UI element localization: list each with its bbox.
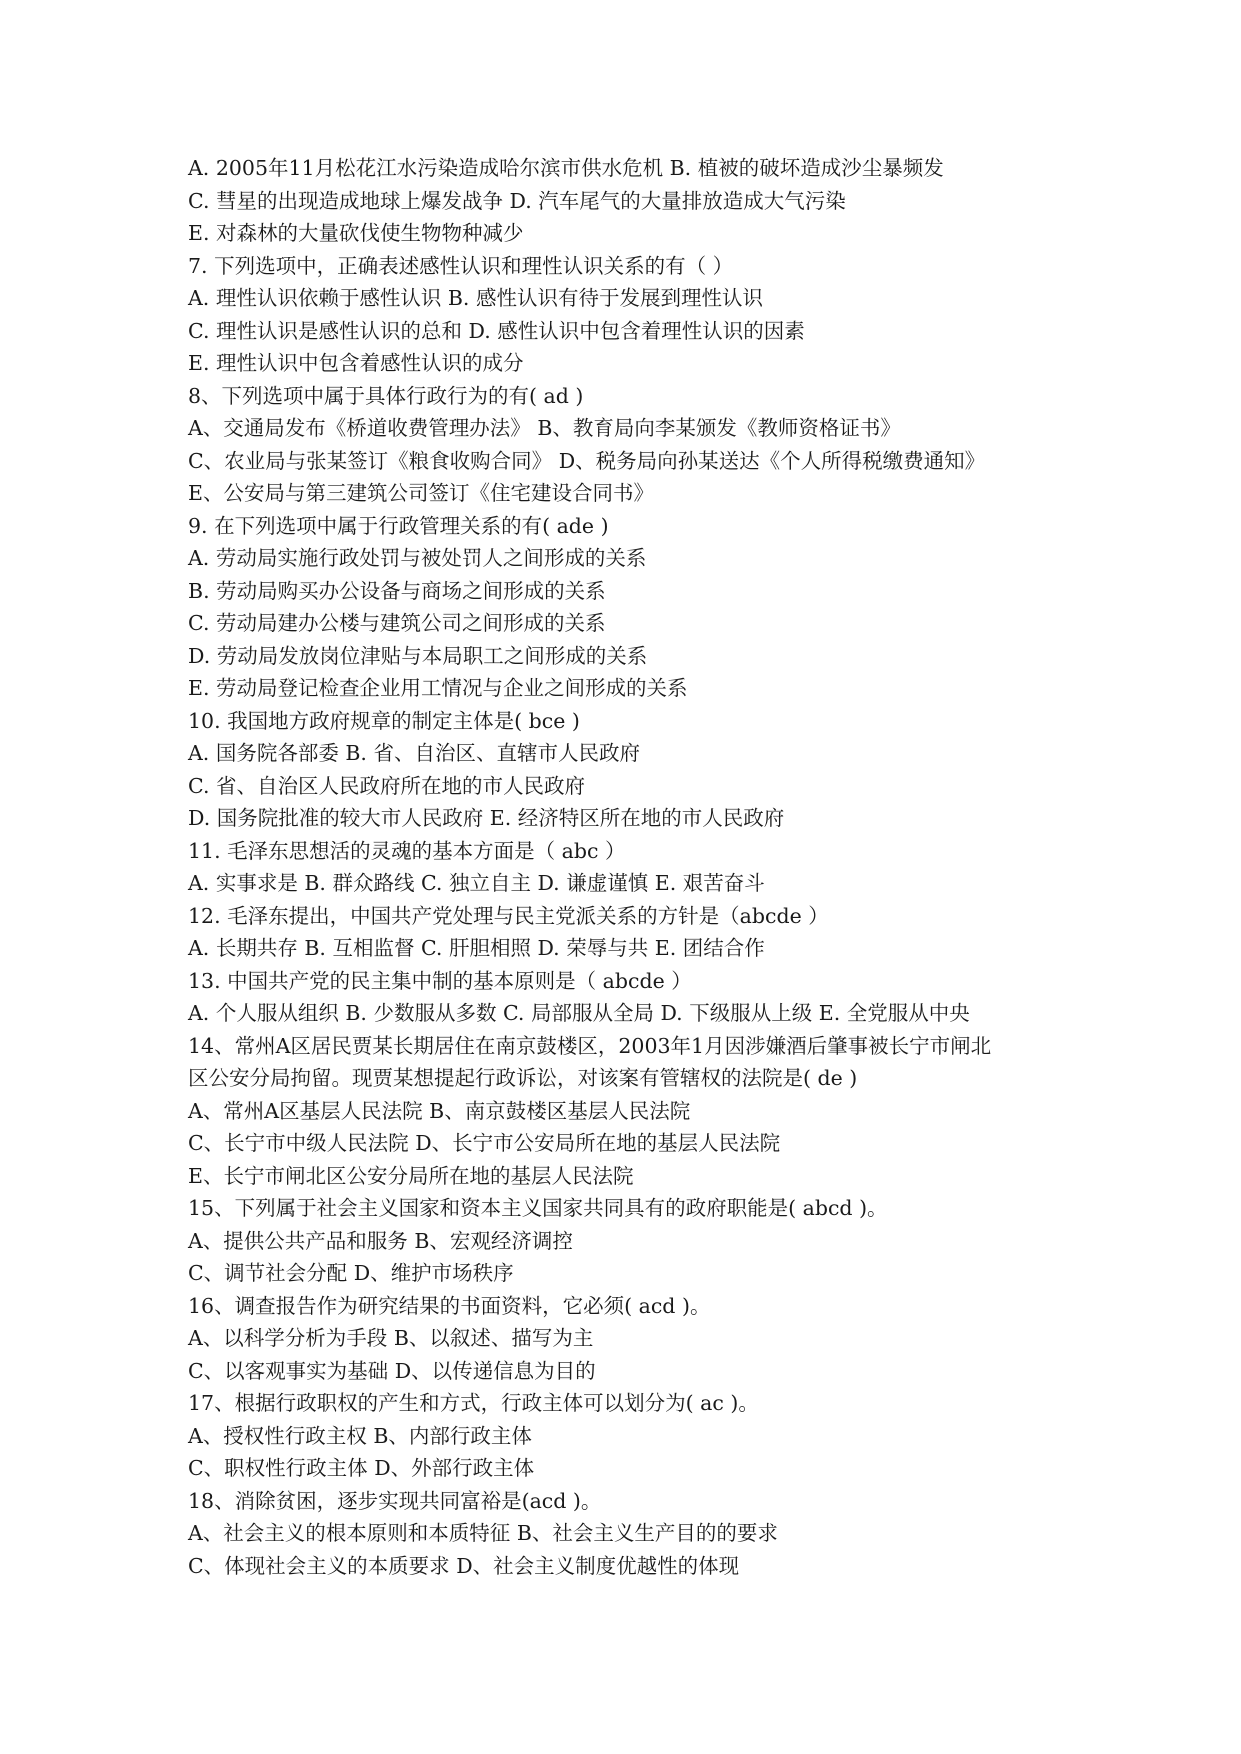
text-line: C. 理性认识是感性认识的总和 D. 感性认识中包含着理性认识的因素 bbox=[188, 318, 805, 343]
text-line: C. 彗星的出现造成地球上爆发战争 D. 汽车尾气的大量排放造成大气污染 bbox=[188, 188, 846, 213]
text-line: E. 劳动局登记检查企业用工情况与企业之间形成的关系 bbox=[188, 676, 688, 700]
question-heading: 13. 中国共产党的民主集中制的基本原则是（ abcde ） bbox=[188, 968, 692, 993]
text-line: C、职权性行政主体 D、外部行政主体 bbox=[188, 1456, 535, 1480]
text-line: A. 劳动局实施行政处罚与被处罚人之间形成的关系 bbox=[188, 546, 647, 570]
text-line: 区公安分局拘留。现贾某想提起行政诉讼，对该案有管辖权的法院是( de ) bbox=[188, 1066, 858, 1090]
text-line: A. 个人服从组织 B. 少数服从多数 C. 局部服从全局 D. 下级服从上级 E. 全党服从中央 bbox=[188, 1001, 970, 1025]
text-line: C、以客观事实为基础 D、以传递信息为目的 bbox=[188, 1358, 596, 1383]
text-line: A、提供公共产品和服务 B、宏观经济调控 bbox=[188, 1228, 573, 1253]
question-heading: 7. 下列选项中，正确表述感性认识和理性认识关系的有（ ） bbox=[188, 253, 734, 278]
question-heading: 14、常州A区居民贾某长期居住在南京鼓楼区，2003年1月因涉嫌酒后肇事被长宁市闸北 bbox=[188, 1033, 992, 1058]
text-line: B. 劳动局购买办公设备与商场之间形成的关系 bbox=[188, 578, 606, 603]
question-heading: 17、根据行政职权的产生和方式，行政主体可以划分为( ac )。 bbox=[188, 1391, 759, 1415]
text-line: E. 对森林的大量砍伐使生物物种减少 bbox=[188, 221, 524, 245]
question-heading: 10. 我国地方政府规章的制定主体是( bce ) bbox=[188, 708, 580, 733]
text-line: C、体现社会主义的本质要求 D、社会主义制度优越性的体现 bbox=[188, 1553, 740, 1578]
question-heading: 16、调查报告作为研究结果的书面资料，它必须( acd )。 bbox=[188, 1293, 711, 1318]
text-line: A、常州A区基层人民法院 B、南京鼓楼区基层人民法院 bbox=[188, 1098, 691, 1123]
question-heading: 18、消除贫困，逐步实现共同富裕是(acd )。 bbox=[188, 1488, 602, 1513]
text-line: C、长宁市中级人民法院 D、长宁市公安局所在地的基层人民法院 bbox=[188, 1131, 781, 1155]
text-line: A. 理性认识依赖于感性认识 B. 感性认识有待于发展到理性认识 bbox=[188, 286, 763, 310]
text-line: A、社会主义的根本原则和本质特征 B、社会主义生产目的的要求 bbox=[188, 1521, 778, 1545]
text-line: A、交通局发布《桥道收费管理办法》 B、教育局向李某颁发《教师资格证书》 bbox=[188, 416, 901, 440]
text-line: A. 长期共存 B. 互相监督 C. 肝胆相照 D. 荣辱与共 E. 团结合作 bbox=[188, 936, 765, 960]
question-list bbox=[188, 152, 1088, 1582]
text-line: D. 劳动局发放岗位津贴与本局职工之间形成的关系 bbox=[188, 643, 648, 668]
question-heading: 15、下列属于社会主义国家和资本主义国家共同具有的政府职能是( abcd )。 bbox=[188, 1196, 888, 1220]
text-line: A. 国务院各部委 B. 省、自治区、直辖市人民政府 bbox=[188, 741, 640, 765]
text-line: A、以科学分析为手段 B、以叙述、描写为主 bbox=[188, 1326, 594, 1350]
text-line: D. 国务院批准的较大市人民政府 E. 经济特区所在地的市人民政府 bbox=[188, 806, 785, 830]
text-line: E、公安局与第三建筑公司签订《住宅建设合同书》 bbox=[188, 481, 654, 505]
question-heading: 8、下列选项中属于具体行政行为的有( ad ) bbox=[188, 383, 584, 408]
text-line: C. 省、自治区人民政府所在地的市人民政府 bbox=[188, 773, 585, 798]
question-heading: 12. 毛泽东提出，中国共产党处理与民主党派关系的方针是（abcde ） bbox=[188, 903, 829, 928]
text-line: C、农业局与张某签订《粮食收购合同》 D、税务局向孙某送达《个人所得税缴费通知》 bbox=[188, 448, 986, 473]
question-heading: 11. 毛泽东思想活的灵魂的基本方面是（ abc ） bbox=[188, 838, 626, 863]
text-line: A. 实事求是 B. 群众路线 C. 独立自主 D. 谦虚谨慎 E. 艰苦奋斗 bbox=[188, 871, 765, 895]
question-heading: 9. 在下列选项中属于行政管理关系的有( ade ) bbox=[188, 513, 609, 538]
text-line: A. 2005年11月松花江水污染造成哈尔滨市供水危机 B. 植被的破坏造成沙尘暴频发 bbox=[188, 156, 944, 180]
text-line: E、长宁市闸北区公安分局所在地的基层人民法院 bbox=[188, 1163, 634, 1188]
text-line: C、调节社会分配 D、维护市场秩序 bbox=[188, 1261, 514, 1285]
text-line: A、授权性行政主权 B、内部行政主体 bbox=[188, 1423, 532, 1448]
text-line: E. 理性认识中包含着感性认识的成分 bbox=[188, 351, 524, 375]
text-line: C. 劳动局建办公楼与建筑公司之间形成的关系 bbox=[188, 611, 606, 635]
